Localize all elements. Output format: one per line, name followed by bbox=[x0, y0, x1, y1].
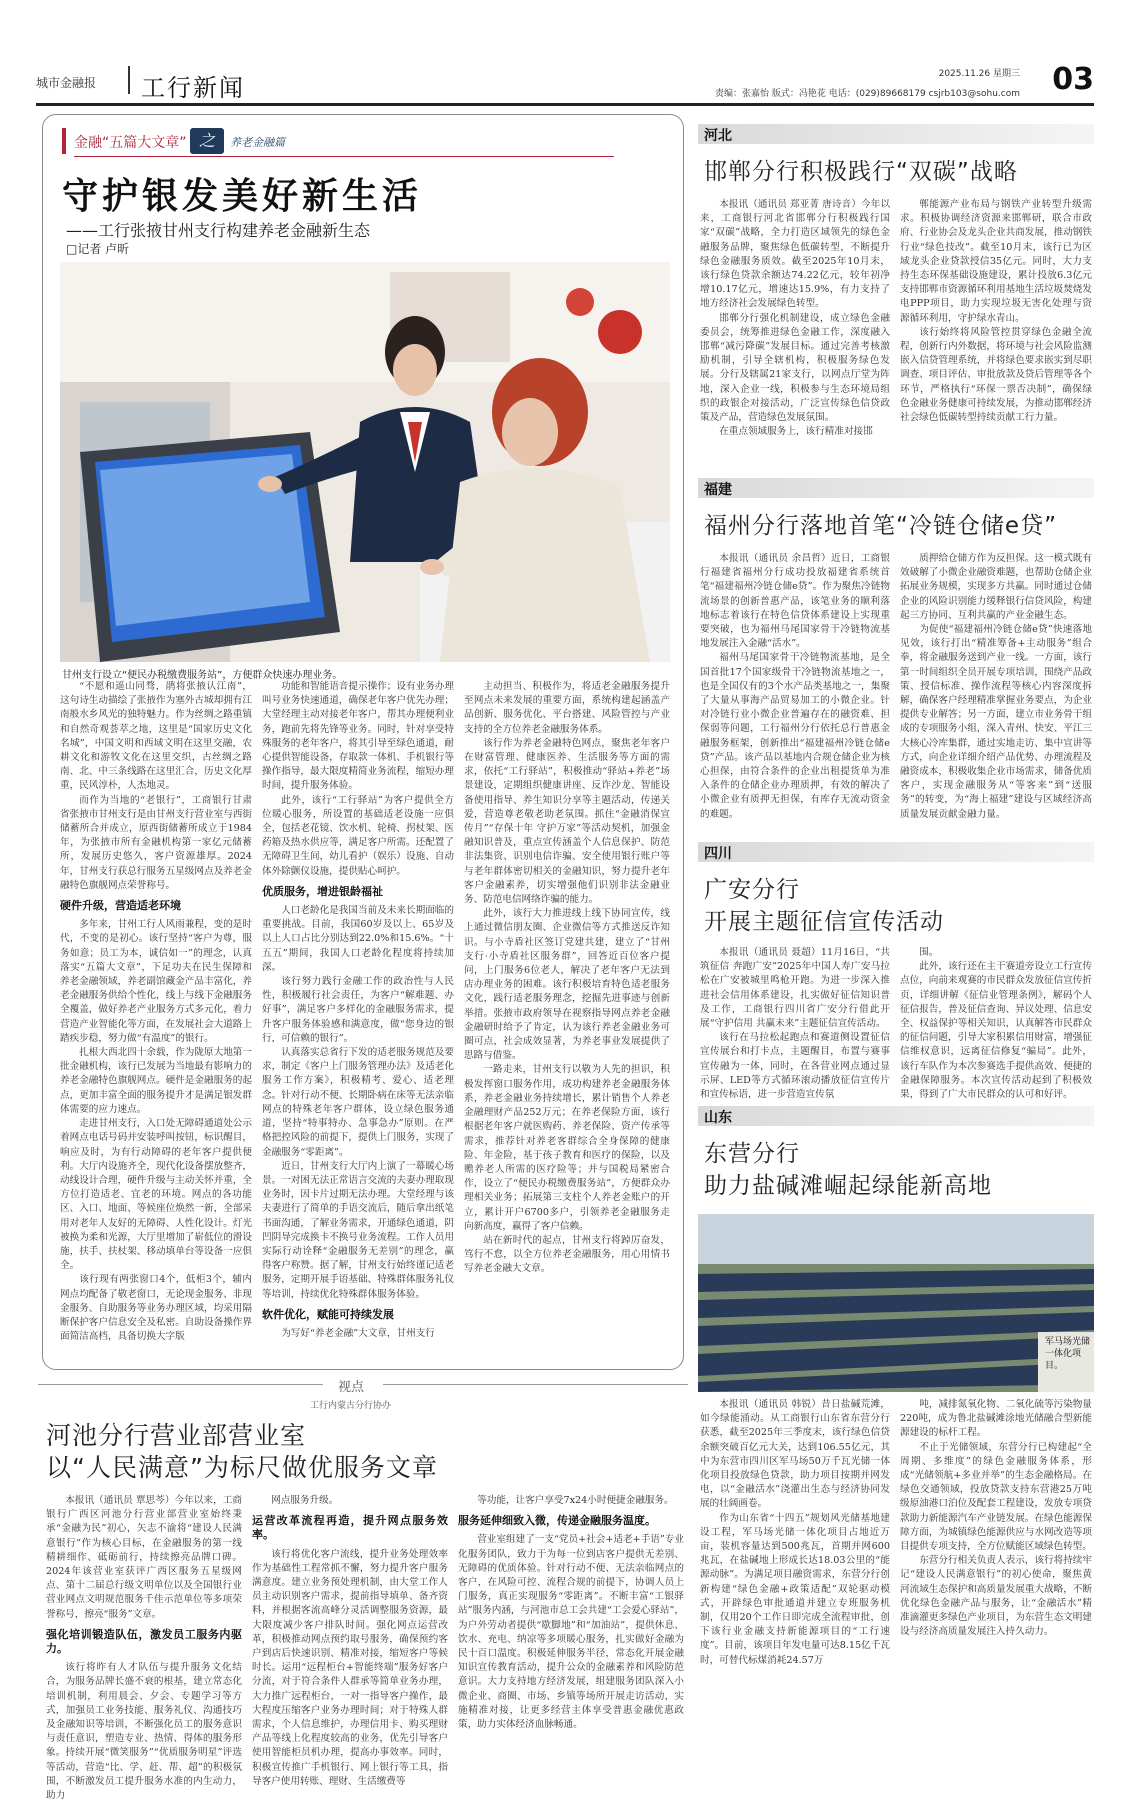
region-bar bbox=[698, 478, 1094, 498]
fujian-headline: 福州分行落地首笔“冷链仓储e贷” bbox=[704, 513, 1057, 539]
sichuan-column-1 bbox=[700, 946, 890, 1101]
paragraph: 该行将优化客户流线，提升业务处理效率作为基础性工程常抓不懈，努力提升客户服务满意度。建立业务预处理机制，由大堂工作人员主动识别客户需求，提前指导填单、备齐资料，并根据客流高峰分灵活调整服务资源，最大限度减少客户排队时间。强化网点运营改革，积极推动网点预约取号服务，确保预约客户到店后快速识别、精准对接，缩短客户等候时长。运用“远程柜台+智能终端”服务好客户分流，对于符合条件人群承等简单业务办理，大力推广远程柜台，一对一指导客户操作，最大程度压缩客户业务办理时间；对于特殊人群需求，个人信息维护，办理信用卡、购买理财产品等线上化程度较高的业务，优先引导客户使用智能柜员机办理，提高办事效率。同时，积极宣传推广手机银行、网上银行等工具，指导客户使用转账、理财、生活缴费等 bbox=[252, 1548, 448, 1787]
paragraph: 在重点领域服务上，该行精准对接邯 bbox=[719, 426, 873, 438]
paragraph: 邯郸分行强化机制建设，成立绿色金融委员会，统筹推进绿色金融工作，深度融入邯郸“减污降碳”发展目标。通过完善考核激励机制，引导全辖机构，积极服务绿色发展。分行及辖属21家支行，以网点厅堂为阵地，深入企业一线，积极参与生态环境局组织的政银企对接活动，广泛宣传绿色信贷政策及产品，营造绿色发展氛围。 bbox=[700, 312, 890, 424]
kicker-bar bbox=[62, 128, 66, 154]
viewpoint-label: 视点 bbox=[338, 1380, 365, 1395]
paragraph: 本报讯（通讯员 聂超）11月16日，“共筑征信 奔跑广安”2025年中国人寿广安马拉松在广安被城里鸣枪开跑。为进一步深入推进社会信用体系建设，扎实做好征信知识普及工作，工商银行四川省广安分行借此开展“守护信用 共赢未来”主题征信宣传活动。 bbox=[700, 947, 890, 1030]
viewpoint-headline-line-1: 河池分行营业部营业室 bbox=[46, 1421, 307, 1450]
region-label: 福建 bbox=[704, 482, 732, 498]
feature-photo bbox=[60, 262, 670, 662]
solar-farm-photo bbox=[698, 1214, 1094, 1392]
paragraph: 网点服务升级。 bbox=[271, 1495, 339, 1506]
paragraph: 该行始终将风险管控贯穿绿色金融全流程，创新行内外数据，将环境与社会风险监测嵌入信贷管理系统，并将绿色要求嵌实到尽职调查、项目评估、审批放款及贷后管理等各个环节，严格执行“环保一票否决制”，确保绿色金融业务健康可持续发展，为推动邯郸经济社会绿色低碳转型持续贡献工行力量。 bbox=[900, 326, 1092, 424]
paragraph: 本报讯（通讯员 韩锐）昔日盐碱荒滩，如今绿能涌动。从工商银行山东省东营分行获悉，截至2025年三季度末，该行绿色信贷余额突破百亿元大关，达到106.55亿元，其中为东营市四川区军马场50万千瓦光储一体化项目投放绿色贷款，助力项目按期并网发电，以“金融活水”浇灌出生态与经济协同发展的壮阔画卷。 bbox=[700, 1399, 890, 1510]
region-header-fujian bbox=[698, 478, 1094, 498]
page-number: 03 bbox=[1052, 62, 1094, 97]
paragraph: 多年来，甘州工行人风雨兼程，变的是时代，不变的是初心。该行坚持“客户为尊，服务如意；员工为本，诚信如一”的理念，认真落实“五篇大文章”，下足功夫在民生保障和养老金融领域，养老副馆藏金产品丰富化，养老金融服务供给个性化，线上与线下金融服务全覆盖，做好养老产业服务方式多元化，着力营造产业智能化等方面，在发展社会大道路上踏疾步稳，努力做“有温度”的银行。 bbox=[60, 919, 252, 1044]
kicker-line bbox=[74, 156, 614, 157]
fujian-column-2 bbox=[900, 552, 1092, 828]
paper-name: 城市金融报 bbox=[36, 76, 97, 90]
solar-photo-caption: 军马场光储一体化项目。 bbox=[1045, 1337, 1091, 1371]
issue-date: 2025.11.26 星期三 bbox=[938, 69, 1020, 79]
viewpoint-headline-line-2: 以“人民满意”为标尺做优服务文章 bbox=[46, 1453, 438, 1482]
paragraph: 该行作为养老金融特色网点，聚焦老年客户在财富管理、健康医养、生活服务等方面的需求，依托“工行驿站”，积极推动“驿站+养老”场景建设，定期组织健康讲座、反诈沙龙、智能设备使用指导、养生知识分享等主题活动，传递关爱，营造尊老敬老助老氛围。抓住“金融消保宣传月”“存保十年 守护万家”等活动契机，加强金融知识普及，重点宣传涵盖个人信息保护、防范非法集资、识别电信诈骗、安全使用银行账户等与老年群体密切相关的金融知识，努力提升老年客户金融素养，切实增强他们识别非法金融业务、防范电信网络诈骗的能力。 bbox=[464, 737, 670, 906]
paragraph: 作为山东省“十四五”规划风光储基地建设工程，军马场光储一体化项目占地近万亩，装机容量达到500兆瓦，首期并网600兆瓦，在盐碱地上形成长达18.03公里的“能源动脉”。为满足项目融资需求，东营分行创新构建“绿色金融+政策适配”双轮驱动模式，开辟绿色审批通道并建立专班服务机制，仅用20个工作日即完成全流程审批，创下该行业金融支持新能源项目的“工行速度”。目前，该项目年发电量可达8.15亿千瓦时，可替代标煤消耗24.57万 bbox=[700, 1512, 890, 1666]
feature-byline: □记者 卢昕 bbox=[66, 242, 130, 256]
hebei-column-1 bbox=[700, 198, 890, 466]
paragraph: 该行努力践行金融工作的政治性与人民性，积极履行社会责任，为客户“解难题、办好事”，满足客户多样化的金融服务需求，提升客户服务体验感和满意度，做“您身边的银行，可信赖的银行”。 bbox=[262, 976, 454, 1044]
paragraph: 主动担当、积极作为，将适老金融服务提升至网点未来发展的重要方面，系统构建起涵盖产品创新、服务优化、平台搭建、风险管控与产业支持的全方位养老金融服务体系。 bbox=[464, 681, 670, 735]
paragraph: 该行在马拉松起跑点和赛道侧设置征信宣传展台和打卡点，主题醒目，布置与赛事宣传融为一体，同时，在各营业网点通过显示屏、LED等方式循环滚动播放征信宣传片和宣传标语，进一步营造宣传氛 bbox=[700, 1032, 890, 1101]
shandong-headline-line-2: 助力盐碱滩崛起绿能新高地 bbox=[704, 1173, 992, 1199]
paragraph: 近日，甘州支行大厅内上演了一幕暖心场景。一对困无法正常语言交流的夫妻办理取现业务时，因卡片过期无法办理。大堂经理与该夫妻进行了简单的手语交流后，随后拿出纸笔书面沟通，了解业务需求，开通绿色通道，阴凹阴导完成换卡不换号业务流程。工作人员用实际行动诠释“金融服务无差别”的理念，赢得客户称赞。据了解，甘州支行始终谨记适老服务，定期开展手语基础、特殊群体服务礼仪等培训，持续优化特殊群体服务体验。 bbox=[262, 1160, 454, 1300]
kicker-text: 金融“五篇大文章” bbox=[74, 135, 187, 151]
paragraph: 扎根大西北四十余载，作为陇原大地第一批金融机构，该行已发展为当地最有影响力的养老金融特色旗舰网点。硬件是金融服务的起点，更加丰富全面的服务提升才是满足银发群体需要的应力速点。 bbox=[60, 1047, 252, 1115]
paragraph: 走进甘州支行，入口处无障碍通道处公示着网点电话号码并安装呼叫按钮，标识醒目，响应及时，为有行动障碍的老年客户提供便利。大厅内设施齐全，现代化设备摆放整齐，动线设计合理，硬件升级与主动关怀并重，全方位打造适老、宜老的环境。网点的各功能区、入口、地面、等候座位焕然一新，全部采用对老年人友好的无障碍、人性化设计。灯光被换为柔和光源，大厅里增加了崭低位的滑设施，扶手、扶杖架、移动填单台等设备一应俱全。 bbox=[60, 1118, 252, 1272]
paragraph: 此外，该行还在主干赛道旁设立工行宣传点位，向前来观赛的市民群众发放征信宣传折页，详细讲解《征信业管理条例》，解码个人征信报告，普及征信查询、异议处理、信息安全、权益保护等相关知识，认真解答市民群众的征信问题，引导大家积累信用财富，增强征信维权意识，远离征信修复“骗局”。此外，该行车队作为本次参赛选手提供高效、便捷的金融保障服务。本次宣传活动起到了积极效果，得到了广大市民群众的认可和好评。 bbox=[900, 961, 1092, 1101]
subheading: 软件优化，赋能可持续发展 bbox=[262, 1307, 394, 1321]
paragraph: 为写好“养老金融”大文章，甘州支行 bbox=[281, 1327, 435, 1339]
column-kicker bbox=[62, 128, 622, 162]
sichuan-column-2 bbox=[900, 946, 1092, 1101]
feature-column-2 bbox=[262, 680, 454, 1364]
masthead bbox=[36, 56, 1094, 104]
region-bar bbox=[698, 842, 1094, 862]
region-bar bbox=[698, 1106, 1094, 1126]
masthead-divider bbox=[128, 66, 130, 94]
feature-photo-caption: 甘州支行设立“便民办税缴费服务站”，方便群众快速办理业务。 bbox=[62, 670, 343, 681]
kicker-badge: 之 bbox=[190, 128, 224, 154]
shandong-column-1 bbox=[700, 1398, 890, 1764]
paragraph: 东营分行相关负责人表示，该行将持续牢记“建设人民满意银行”的初心使命，聚焦黄河流域生态保护和高质量发展重大战略，不断优化绿色金融产品与服务，让“金融活水”精准滴灌更多绿色产业项目，为东营生态文明建设与经济高质量发展注入持久动力。 bbox=[900, 1555, 1092, 1638]
viewpoint-rule-right bbox=[383, 1384, 688, 1385]
viewpoint-column-3 bbox=[458, 1494, 684, 1772]
viewpoint-cosponsor: 工行内蒙古分行协办 bbox=[310, 1401, 392, 1411]
paragraph: 本报讯（通讯员 覃思芩）今年以来，工商银行广西区河池分行营业部营业室始终秉承“金融为民”初心，矢志不渝将“建设人民满意银行”作为核心目标，在金融服务的第一线精耕细作、砥砺前行，持续擦亮品牌口碑。2024年该营业室获评广西区服务五星级网点、第十二届总行级文明单位以及全国银行业营业网点文明规范服务千佳示范单位等多项荣誉称号，擦亮“服务”文章。 bbox=[46, 1495, 242, 1620]
region-label: 四川 bbox=[704, 846, 732, 862]
feature-column-3 bbox=[464, 680, 670, 1364]
subheading: 强化培训锻造队伍，激发员工服务内驱力。 bbox=[46, 1627, 242, 1656]
feature-headline: 守护银发美好新生活 bbox=[62, 176, 423, 217]
hebei-headline: 邯郸分行积极践行“双碳”战略 bbox=[704, 159, 1018, 185]
sichuan-headline-line-1: 广安分行 bbox=[704, 877, 800, 903]
masthead-rule bbox=[36, 103, 1094, 106]
paragraph: 此外，该行“工行驿站”为客户提供全方位暖心服务，所设置的基础适老设施一应俱全，包括老花镜、饮水机、轮椅、拐杖架、医药箱及热水供应等，满足客户所需。还配置了无障碍卫生间，幼儿看护（娱乐）设施、自动体外除颤仪设施，提供贴心呵护。 bbox=[262, 794, 454, 877]
paragraph: 不止于光储领域，东营分行已构建起“全周期、多维度”的绿色金融服务体系，形成“光储领航+多业并举”的生态金融格局。在绿色交通领域，投放贷款支持东营港25万吨级原油港口泊位及配套工程建设，发放专项贷款助力新能源汽车产业链发展。在绿色能源保障方面，为城镇绿色能源供应与水网改造等项目提供专项支持，全方位赋能区域绿色转型。 bbox=[900, 1441, 1092, 1553]
sichuan-headline-line-2: 开展主题征信宣传活动 bbox=[704, 909, 944, 935]
paragraph: 营业室组建了一支“党员+社会+适老+手语”专业化服务团队，致力于为每一位到店客户提供无差别、无障碍的优质体验。针对行动不便、无法亲临网点的客户，在风险可控、流程合规的前提下，协调人员上门服务，真正实现服务“零距离”。不断丰富“工银驿站”服务内涵，与河池市总工会共建“工会爱心驿站”，为户外劳动者提供“歇脚地”和“加油站”，提供休息、饮水、充电、纳凉等多项暖心服务，扎实做好金融为民十百口温度。积极延伸服务半径，常态化开展金融知识宣传教育活动，提升公众的金融素养和风险防范意识。大力支持地方经济发展，组建服务团队深入小微企业、商圈、市场、乡镇等场所开展走访活动，实施精准对接，让更多经营主体享受普惠金融优惠政策，助力实体经济血脉畅通。 bbox=[458, 1534, 684, 1731]
paragraph: 质押给仓储方作为反担保。这一模式既有效破解了小微企业融资难题，也帮助仓储企业拓展业务规模，实现多方共赢。同时通过仓储企业的风险识别能力缓释银行信贷风险，构建起三方协同、互利共赢的产业金融生态。 bbox=[900, 553, 1092, 621]
subheading: 运营改革流程再造，提升网点服务效率。 bbox=[252, 1514, 448, 1542]
paragraph: 该行现有两张窗口4个，低柜3个，辅内网点均配备了敬老窗口，无论现金服务、非现金服务、自助服务等业务办理区域，均采用隔断保护客户信息安全及私密。自助设备操作界面简洁高档，具备切换大字版 bbox=[60, 1274, 252, 1343]
viewpoint-banner bbox=[38, 1374, 688, 1414]
paragraph: 本报讯（通讯员 郑亚菁 唐诗音）今年以来，工商银行河北省邯郸分行积极践行国家“双碳”战略，全力打造区域领先的绿色金融服务品牌，聚焦绿色低碳转型，不断提升绿色金融服务质效。截至2025年10月末，该行绿色贷款余额达74.22亿元，较年初净增10.17亿元，增速达15.9%，有力支持了地方经济社会发展绿色转型。 bbox=[700, 199, 890, 310]
feature-subhead: ——工行张掖甘州支行构建养老金融新生态 bbox=[66, 221, 371, 240]
viewpoint-rule-left bbox=[38, 1384, 323, 1385]
viewpoint-column-1 bbox=[46, 1494, 242, 1802]
paragraph: 吨，减排氮氧化物、二氧化硫等污染物量220吨，成为鲁北盐碱滩涂地光储融合型新能源建设的标杆工程。 bbox=[900, 1399, 1092, 1439]
solar-field-illustration bbox=[698, 1214, 1094, 1392]
paragraph: 此外，该行大力推进线上线下协同宣传，线上通过微信朋友圈、企业微信等方式推送反诈知识。与小寺盾社区签订党建共建，建立了“甘州支行·小寺盾社区服务群”，回答近百位客户提问，上门服务6位老人，解决了老年客户无法到店办理业务的困难。该行积极培育特色适老服务文化，践行适老服务理念，挖掘先进事迹与创新举措。张掖市政府领导在视察指导网点养老金融金融研时给予了肯定，认为该行养老金融业务可圈可点，社会成效显著，为养老事业发展提供了思路与借鉴。 bbox=[464, 908, 670, 1062]
paragraph: 郸能源产业布局与钢铁产业转型升级需求。积极协调经济资源来邯郸研，联合市政府、行业协会及龙头企业共商发展，推动钢铁行业“绿色技改”。截至10月末，该行已为区域龙头企业贷款授信35亿元。同时，大力支持生态环保基础设施建设，累计投放6.3亿元支持邯郸市资源循环利用基地生活垃圾焚烧发电PPP项目，助力实现垃圾无害化处理与资源循环利用，守护绿水青山。 bbox=[900, 199, 1092, 324]
editor-credits: 责编：张嘉怡 版式：冯艳花 电话：(029)89668179 csjrb103@sohu.com bbox=[714, 89, 1020, 99]
feature-column-1 bbox=[60, 680, 252, 1364]
region-header-sichuan bbox=[698, 842, 1094, 862]
paragraph: 等功能，让客户享受7x24小时便捷金融服务。 bbox=[477, 1495, 674, 1506]
paragraph: “不愿和遥山同骛，鹃将张掖认江南”，这句诗生动描绘了张掖作为塞外古城却拥有江南般水乡风光的独特魅力。作为丝绸之路重镇和自然奇观荟萃之地，这里是“国家历史文化名城”，中国文明和西域文明在这里交融，农耕文化和游牧文化在这里交织，古丝绸之路南、北、中三条线路在这里汇合，历史文化厚重，民风淳朴，人杰地灵。 bbox=[60, 681, 252, 792]
paragraph: 本报讯（通讯员 余昌哲）近日，工商银行福建省福州分行成功投放福建省系统首笔“福建福州冷链仓储e贷”。作为聚焦冷链物流场景的创新普惠产品，该笔业务的顺利落地标志着该行在特色信贷体系建设上实现重要突破，也为福州马尾国家骨干冷链物流基地发展注入金融“活水”。 bbox=[700, 553, 890, 650]
shandong-column-2 bbox=[900, 1398, 1092, 1764]
paragraph: 人口老龄化是我国当前及未来长期面临的重要挑战。目前，我国60岁及以上、65岁及以上人口占比分别达到22.0%和15.6%。“十五五”期间，我国人口老龄化程度将持续加深。 bbox=[262, 905, 454, 973]
viewpoint-column-2 bbox=[252, 1494, 448, 1787]
region-header-shandong bbox=[698, 1106, 1094, 1126]
subheading: 优质服务，增进银龄福祉 bbox=[262, 884, 383, 898]
paragraph: 围。 bbox=[919, 947, 939, 958]
paragraph: 站在新时代的起点，甘州支行将踔厉奋发，笃行不怠，以全方位养老金融服务，用心用情书写养老金融大文章。 bbox=[464, 1234, 670, 1275]
subheading: 服务延伸细致入微，传递金融服务温度。 bbox=[458, 1514, 656, 1528]
bank-hall-illustration bbox=[60, 262, 670, 662]
region-header-hebei bbox=[698, 124, 1094, 144]
paragraph: 一路走来，甘州支行以敬为人先的担识，积极发挥窗口服务作用，成功构建养老金融服务体系，养老金融业务持续增长，累计销售个人养老金融理财产品252万元；在养老保险方面，该行根据老年客户就医购药、养老保险、资产传承等需求，推荐针对养老客群综合全身保障的健康险、年金险，基于孩子教育和医疗的保险，以及赡养老人所需的医疗险等；并与国税局紧密合作，设立了“便民办税缴费服务站”，方便群众办理相关业务；拓展第三支柱个人养老金账户的开立，累计开户6700多户，引领养老金融服务走向新高度，赢得了客户信赖。 bbox=[464, 1064, 670, 1232]
hebei-column-2 bbox=[900, 198, 1092, 466]
paragraph: 而作为当地的“老银行”，工商银行甘肃省张掖市甘州支行是由甘州支行营业室与西街储蓄所合并成立，原西街储蓄所成立于1984年，为张掖市所有金融机构第一家亿元储蓄所，发展历史悠久，客户资源雄厚。2024年，甘州支行获总行服务五星级网点及养老金融特色旗舰网点荣誉称号。 bbox=[60, 794, 252, 891]
section-title: 工行新闻 bbox=[141, 74, 245, 102]
fujian-column-1 bbox=[700, 552, 890, 828]
shandong-headline-line-1: 东营分行 bbox=[704, 1141, 800, 1167]
subheading: 硬件升级，营造适老环境 bbox=[60, 899, 181, 913]
region-bar bbox=[698, 124, 1094, 144]
region-label: 河北 bbox=[704, 128, 732, 144]
region-label: 山东 bbox=[704, 1110, 732, 1126]
paragraph: 为促使“福建福州冷链仓储e贷”快速落地见效，该行打出“精准筹备+主动服务”组合拳，将金融服务送到产业一线。一方面，该行第一时间组织全员开展专项培训，围绕产品政策、授信标准、操作流程等核心内容深度拆解，确保客户经理精准掌握业务要点，为企业提供专业解答；另一方面，建立市业务骨干组成的专项服务小组，深入青州、快安、平江三大核心冷库集群，通过实地走访、集中宣讲等方式，向企业详细介绍产品优势、办理流程及融资成本，积极收集企业市场需求，储备优质客户，实现金融服务从“等客来”到“送服务”的转变，为“海上福建”建设与区域经济高质量发展贡献金融力量。 bbox=[900, 624, 1092, 820]
paragraph: 认真落实总省行下发的适老服务规范及要求，制定《客户上门服务管理办法》及适老化服务工作方案》，积极精考、爱心、适老理念。针对行动不便、长期卧病在床等无法亲临网点的特殊老年客户群体，设立绿色服务通道，坚持“特事特办、急事急办”原则。在严格把控风险的前提下，提供上门服务，实现了金融服务“零距离”。 bbox=[262, 1047, 454, 1158]
paragraph: 功能和智能语音提示操作；设有业务办理叫号业务快速通道，确保老年客户优先办理；大堂经理主动对接老年客户，帮其办理便利业务，跑前先将先锋等业务。同时，针对享受特殊服务的老年客户，将其引导至绿色通道，耐心提供智能设备，存取款一体机、手机银行等操作指导，最大限度精简业务流程，缩短办理时间，提升服务体验。 bbox=[262, 681, 454, 792]
kicker-tail: 养老金融篇 bbox=[230, 136, 285, 149]
paragraph: 福州马尾国家骨干冷链物流基地，是全国首批17个国家级骨干冷链物流基地之一，也是全国仅有的3个水产品类基地之一，集聚了大量从事海产品贸易加工的小微企业。针对冷链行业小微企业普遍存在的融资难、担保弱等问题，工行福州分行依托总行普惠金融服务框架，创新推出“福建福州冷链仓储e贷”产品。该产品以基地内合规仓储企业为核心担保，由符合条件的企业出租提货单为准入条件的仓储企业办理质押，有效的解决了小微企业有质押无担保，有库存无流动资金的难题。 bbox=[700, 652, 890, 820]
paragraph: 该行将昨有人才队伍与提升服务文化结合，为服务品牌长盛不衰的根基，建立常态化培训机制，利用晨会、夕会、专题学习等方式，加强员工业务技能、服务礼仪、沟通技巧及金融知识等培训，不断强化员工的服务意识与责任意识，塑造专业、热情、得体的服务形象。持续开展“微笑服务”“优质服务明星”评选等活动，营造“比、学、赶、帮、超”的积极氛围，不断激发员工提升服务水准的内生动力，助力 bbox=[46, 1662, 242, 1802]
